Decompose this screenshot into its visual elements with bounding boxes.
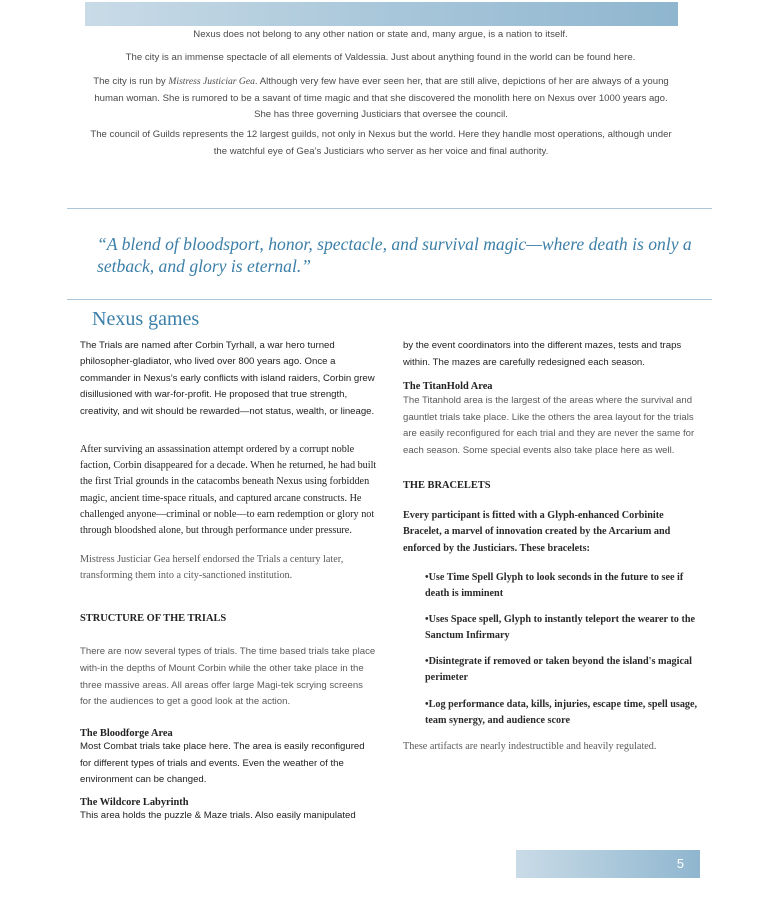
divider-bottom (67, 299, 712, 300)
left-paragraph-4: There are now several types of trials. The time based trials take place with-in the depths of Mount Corbin while the other take place in the three massive areas. All areas offer large Magi-tek scrying screens for the audiences to get a good look at the action. (80, 646, 376, 708)
wildcore-text: This area holds the puzzle & Maze trials. Also easily manipulated (80, 810, 356, 821)
right-paragraph-1: by the event coordinators into the different mazes, tests and traps within. The mazes are carefully redesigned each season. (403, 340, 682, 368)
bracelets-intro: Every participant is fitted with a Glyph-enhanced Corbinite Bracelet, a marvel of innovation created by the Arcarium and enforced by the Justiciars. These bracelets: (403, 510, 671, 554)
page-number: 5 (676, 856, 684, 871)
structure-heading: STRUCTURE OF THE TRIALS (80, 613, 227, 624)
intro-paragraph-3: The city is run by Mistress Justiciar Gea. Although very few have ever seen her, that are still alive, depictions of her are always of a young human woman. She is rumored to be a savant of time magic and that she discovered the monolith here on Nexus over 1000 years ago. She has three governing Justiciars that oversee the council. (93, 76, 669, 120)
bracelet-bullet-2: •Uses Space spell, Glyph to instantly teleport the wearer to the Sanctum Infirmary (425, 614, 696, 642)
bracelet-bullet-3: •Disintegrate if removed or taken beyond the island's magical perimeter (425, 656, 692, 684)
page-number-box (516, 850, 700, 878)
pull-quote: “A blend of bloodsport, honor, spectacle, and survival magic—where death is only a setback, and glory is eternal.” (97, 234, 692, 276)
section-title: Nexus games (92, 308, 200, 330)
bracelets-heading: THE BRACELETS (403, 480, 491, 491)
titanhold-heading: The TitanHold Area (403, 381, 493, 392)
divider-top (67, 208, 712, 209)
wildcore-heading: The Wildcore Labyrinth (80, 797, 189, 808)
bracelets-closing: These artifacts are nearly indestructible and heavily regulated. (403, 741, 657, 752)
bloodforge-heading: The Bloodforge Area (80, 728, 173, 739)
left-paragraph-2: After surviving an assassination attempt ordered by a corrupt noble faction, Corbin disappeared for a decade. When he returned, he had built the first Trial grounds in the catacombs beneath Nexus using forbidden magic, ancient time-space rituals, and captured arcane constructs. He challenged anyone—criminal or noble—to earn redemption or glory not through bloodshed alone, but through performance under pressure. (80, 444, 377, 537)
bracelet-bullet-4: •Log performance data, kills, injuries, escape time, spell usage, team synergy, and audience score (425, 699, 698, 727)
bloodforge-text: Most Combat trials take place here. The area is easily reconfigured for different types of trials and events. Even the weather of the environment can be changed. (80, 741, 365, 786)
intro-paragraph-2: The city is an immense spectacle of all elements of Valdessia. Just about anything found in the world can be found here. (125, 52, 636, 63)
header-decor-bar (85, 2, 678, 26)
titanhold-text: The Titanhold area is the largest of the areas where the survival and gauntlet trials take place. Like the others the area layout for the trials are easily reconfigured for each trial and they are never the same for each season. Some special events also take place here as well. (403, 395, 695, 456)
left-paragraph-1: The Trials are named after Corbin Tyrhall, a war hero turned philosopher-gladiator, who lived over 800 years ago. Once a commander in Nexus’s early conflicts with island raiders, Corbin grew disillusioned with war-for-profit. He proposed that true strength, creativity, and wit should be rewarded—not status, wealth, or lineage. (80, 340, 375, 417)
intro-paragraph-1: Nexus does not belong to any other nation or state and, many argue, is a nation to itself. (193, 29, 568, 40)
justiciar-name: Mistress Justiciar Gea (168, 76, 255, 87)
intro-paragraph-4: The council of Guilds represents the 12 largest guilds, not only in Nexus but the world. Here they handle most operations, although under the watchful eye of Gea’s Justiciars who server as her voice and final authority. (90, 129, 672, 157)
left-paragraph-3: Mistress Justiciar Gea herself endorsed the Trials a century later, transforming them into a city-sanctioned institution. (80, 554, 344, 582)
bracelet-bullet-1: •Use Time Spell Glyph to look seconds in the future to see if death is imminent (425, 572, 684, 600)
